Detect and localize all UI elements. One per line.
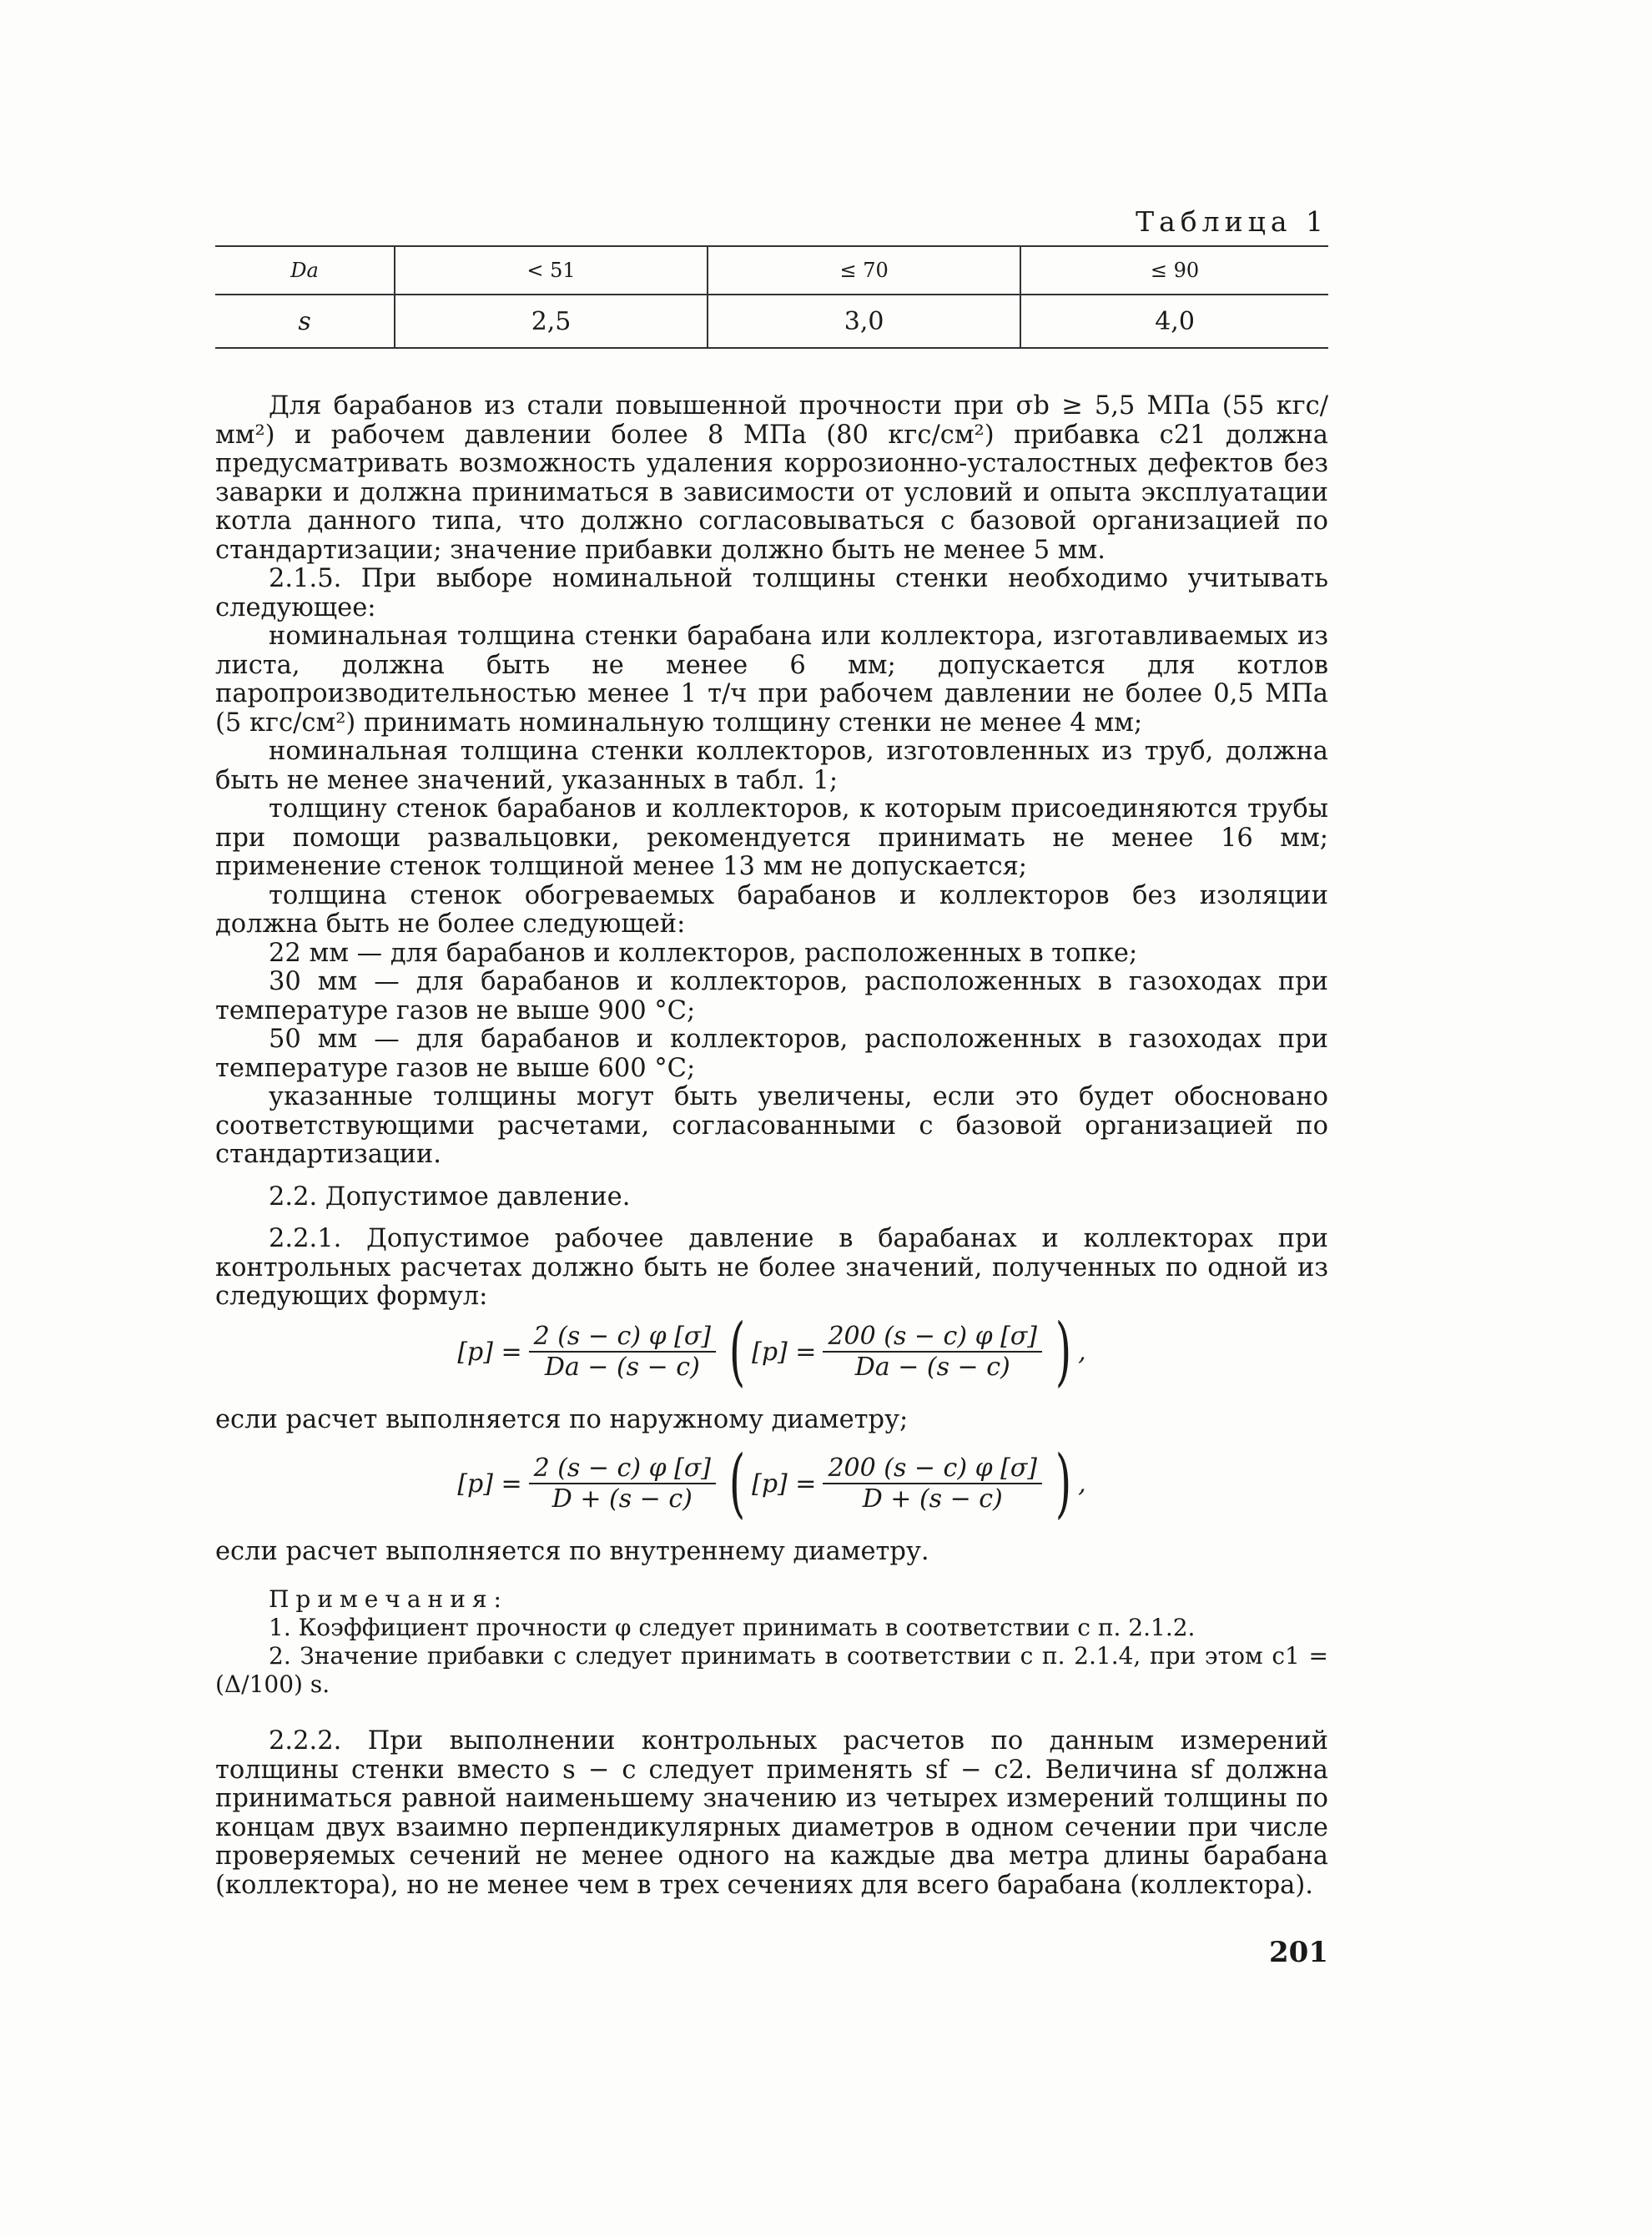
section-2-2-1: 2.2.1. Допустимое рабочее давление в барабанах и коллекторах при контрольных расчетах должно быть не более значений, полученных по одной из следующих формул: <box>215 1224 1328 1311</box>
formula-numerator: 2 (s − c) φ [σ] <box>529 1322 716 1353</box>
paragraph: если расчет выполняется по внутреннему диаметру. <box>215 1537 929 1566</box>
note-item: 2. Значение прибавки c следует принимать в соответствии с п. 2.1.4, при этом c1 = (Δ/100) s. <box>215 1642 1328 1698</box>
table-cell: < 51 <box>395 246 708 295</box>
table-cell: 2,5 <box>395 295 708 348</box>
table-cell: 3,0 <box>708 295 1020 348</box>
table-row <box>215 295 1328 348</box>
note-item: 1. Коэффициент прочности φ следует принимать в соответствии с п. 2.1.2. <box>269 1614 1196 1641</box>
formula-lhs: [p] = <box>752 1469 817 1499</box>
paragraph: номинальная толщина стенки барабана или коллектора, изготавливаемых из листа, должна быть не менее 6 мм; допускается для котлов паропроизводительностью менее 1 т/ч при рабочем давлении не более 0,5 МПа (5 кгс/см²) принимать номинальную толщину стенки не менее 4 мм; <box>215 622 1328 738</box>
paragraph: толщина стенок обогреваемых барабанов и коллекторов без изоляции должна быть не более следующей: <box>215 880 1328 939</box>
page-number: 201 <box>1269 1936 1328 1969</box>
paragraph: если расчет выполняется по наружному диаметру; <box>215 1405 909 1434</box>
section-2-1-5: 2.1.5. При выборе номинальной толщины стенки необходимо учитывать следующее: <box>215 564 1328 622</box>
table-caption: Таблица 1 <box>1136 205 1328 238</box>
formula-comma: , <box>1078 1469 1086 1499</box>
notes-block <box>215 1585 1328 1699</box>
formula-outer-diameter: [p] = $\frac{2 (s - c) \varphi [\sigma]}{Da - (s - c)}$ ( [p] = $\frac{200 (s - c) \varphi [\sigma]}{Da - (s - c)}$ ) , <box>457 1307 1086 1395</box>
formula-numerator: 2 (s − c) φ [σ] <box>529 1454 716 1484</box>
paragraph: Для барабанов из стали повышенной прочности при σb ≥ 5,5 МПа (55 кгс/мм²) и рабочем давлении более 8 МПа (80 кгс/см²) прибавка c21 должна предусматривать возможность удаления коррозионно-усталостных дефектов без заварки и должна приниматься в зависимости от условий и опыта эксплуатации котла данного типа, что должно согласовываться с базовой организацией по стандартизации; значение прибавки должно быть не менее 5 мм. <box>215 391 1328 565</box>
table-cell: 4,0 <box>1020 295 1328 348</box>
section-2-2-heading: 2.2. Допустимое давление. <box>269 1181 631 1212</box>
notes-title: Примечания: <box>269 1585 508 1613</box>
formula-numerator: 200 (s − c) φ [σ] <box>823 1322 1042 1353</box>
table-cell: s <box>215 295 395 348</box>
paragraph: указанные толщины могут быть увеличены, если это будет обосновано соответствующими расчетами, согласованными с базовой организацией по стандартизации. <box>215 1082 1328 1169</box>
table-cell: Da <box>215 246 395 295</box>
table-1 <box>215 245 1328 349</box>
paragraph: 30 мм — для барабанов и коллекторов, расположенных в газоходах при температуре газов не выше 900 °C; <box>215 967 1328 1025</box>
body-text-block-2 <box>215 1727 1328 1900</box>
formula-inner-diameter: [p] = $\frac{2 (s - c) \varphi [\sigma]}{D + (s - c)}$ ( [p] = $\frac{200 (s - c) \varphi [\sigma]}{D + (s - c)}$ ) , <box>457 1439 1086 1527</box>
formula-denominator: D + (s − c) <box>552 1484 693 1514</box>
formula-lhs: [p] = <box>457 1337 522 1367</box>
table-header-row <box>215 246 1328 295</box>
formula-denominator: Da − (s − c) <box>854 1353 1010 1382</box>
table-cell: ≤ 90 <box>1020 246 1328 295</box>
formula-denominator: Da − (s − c) <box>544 1353 700 1382</box>
body-text-block-1 <box>215 392 1328 1312</box>
formula-lhs: [p] = <box>457 1469 522 1499</box>
document-page <box>215 0 1328 2237</box>
section-2-2-2: 2.2.2. При выполнении контрольных расчетов по данным измерений толщины стенки вместо s − c следует применять sf − c2. Величина sf должна приниматься равной наименьшему значению из четырех измерений толщины по концам двух взаимно перпендикулярных диаметров в одном сечении при числе проверяемых сечений не менее одного на каждые два метра длины барабана (коллектора), но не менее чем в трех сечениях для всего барабана (коллектора). <box>215 1726 1328 1900</box>
paragraph: толщину стенок барабанов и коллекторов, к которым присоединяются трубы при помощи развальцовки, рекомендуется принимать не менее 16 мм; применение стенок толщиной менее 13 мм не допускается; <box>215 794 1328 881</box>
formula-comma: , <box>1078 1337 1086 1367</box>
formula-numerator: 200 (s − c) φ [σ] <box>823 1454 1042 1484</box>
body-text-line <box>215 1538 1328 1567</box>
table-cell: ≤ 70 <box>708 246 1020 295</box>
paragraph: номинальная толщина стенки коллекторов, изготовленных из труб, должна быть не менее значений, указанных в табл. 1; <box>215 737 1328 795</box>
formula-lhs: [p] = <box>752 1337 817 1367</box>
formula-denominator: D + (s − c) <box>862 1484 1003 1514</box>
paragraph: 22 мм — для барабанов и коллекторов, расположенных в топке; <box>269 938 1138 968</box>
body-text-line <box>215 1406 1328 1435</box>
paragraph: 50 мм — для барабанов и коллекторов, расположенных в газоходах при температуре газов не выше 600 °C; <box>215 1025 1328 1083</box>
